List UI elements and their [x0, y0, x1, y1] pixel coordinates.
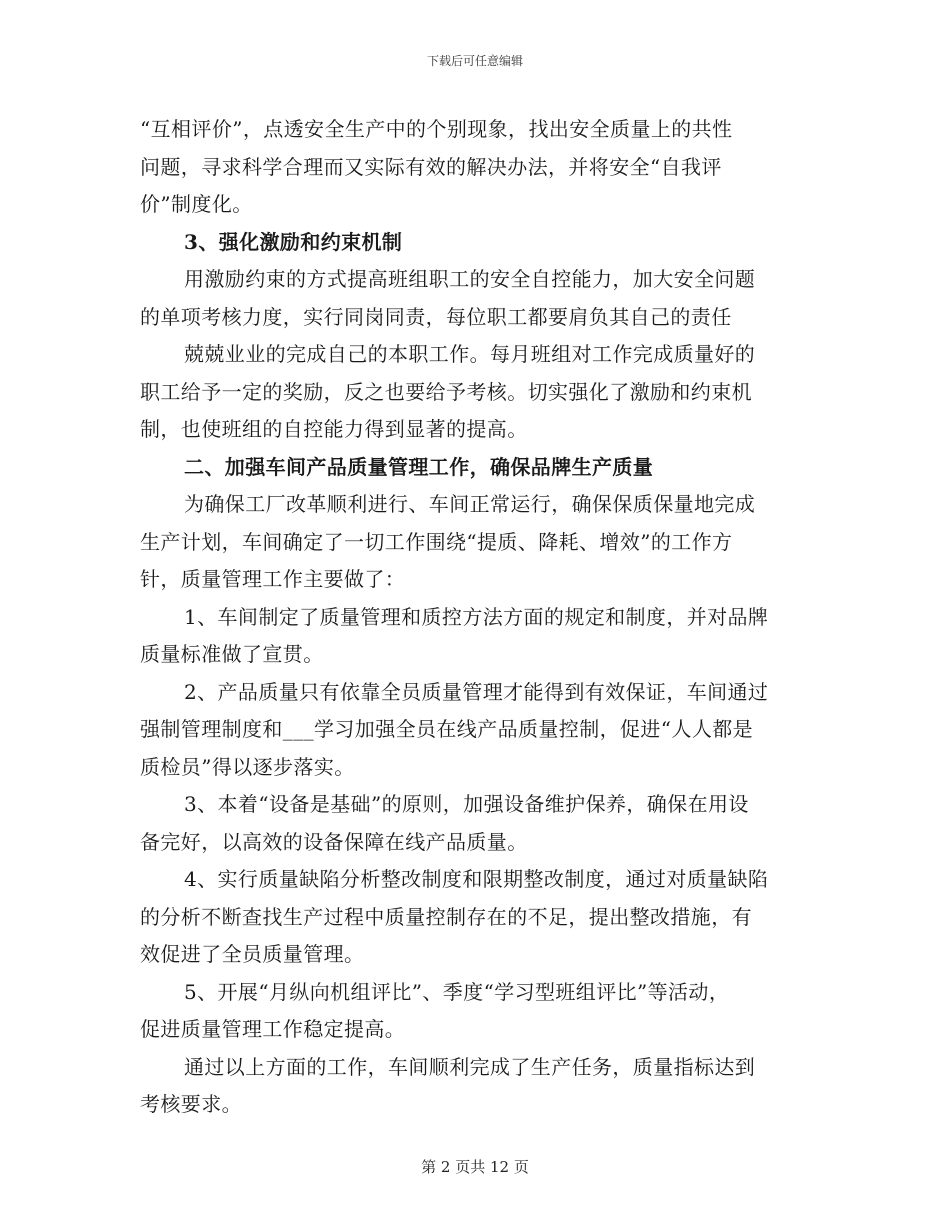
text-line: 生产计划，车间确定了一切工作围绕“提质、降耗、增效”的工作方 [140, 529, 733, 554]
text-line: 的单项考核力度，实行同岗同责，每位职工都要肩负其自己的责任 [140, 304, 732, 329]
section-heading-line: 二、加强车间产品质量管理工作，确保品牌生产质量 [184, 454, 654, 479]
text-line: 制，也使班组的自控能力得到显著的提高。 [140, 417, 528, 441]
page-header: 下载后可任意编辑 [426, 54, 523, 68]
text-line: 的分析不断查找生产过程中质量控制存在的不足，提出整改措施，有 [140, 904, 752, 929]
text-line: 质检员”得以逐步落实。 [140, 754, 355, 779]
text-line: “互相评价”，点透安全生产中的个别现象，找出安全质量上的共性 [140, 117, 733, 141]
text-line: 促进质量管理工作稳定提高。 [140, 1017, 406, 1041]
text-line: 质量标准做了宣贯。 [140, 642, 324, 666]
text-line: 3、本着“设备是基础”的原则，加强设备维护保养，确保在用设 [184, 792, 749, 816]
text-line: 强制管理制度和___学习加强全员在线产品质量控制，促进“人人都是 [140, 717, 754, 741]
text-line: 1、车间制定了质量管理和质控方法方面的规定和制度，并对品牌 [184, 604, 769, 629]
text-line: 5、开展“月纵向机组评比”、季度“学习型班组评比”等活动， [184, 979, 730, 1004]
section-heading-line: 3、强化激励和约束机制 [184, 229, 403, 254]
text-line: 备完好，以高效的设备保障在线产品质量。 [140, 829, 528, 854]
text-line: 2、产品质量只有依靠全员质量管理才能得到有效保证，车间通过 [184, 679, 769, 704]
text-line: 效促进了全员质量管理。 [140, 942, 365, 966]
text-line: 针，质量管理工作主要做了： [140, 567, 406, 591]
text-line: 兢兢业业的完成自己的本职工作。每月班组对工作完成质量好的 [184, 342, 756, 366]
text-line: 通过以上方面的工作，车间顺利完成了生产任务，质量指标达到 [184, 1054, 756, 1079]
text-line: 考核要求。 [140, 1092, 242, 1116]
page-footer: 第 2 页共 12 页 [421, 1158, 529, 1176]
text-line: 4、实行质量缺陷分析整改制度和限期整改制度，通过对质量缺陷 [184, 867, 769, 891]
document-body [140, 111, 810, 1124]
text-line: 为确保工厂改革顺利进行、车间正常运行，确保保质保量地完成 [184, 492, 756, 516]
text-line: 用激励约束的方式提高班组职工的安全自控能力，加大安全问题 [184, 267, 756, 291]
text-line: 价”制度化。 [140, 192, 253, 216]
text-line: 职工给予一定的奖励，反之也要给予考核。切实强化了激励和约束机 [140, 379, 752, 404]
text-line: 问题，寻求科学合理而又实际有效的解决办法，并将安全“自我评 [140, 154, 722, 179]
